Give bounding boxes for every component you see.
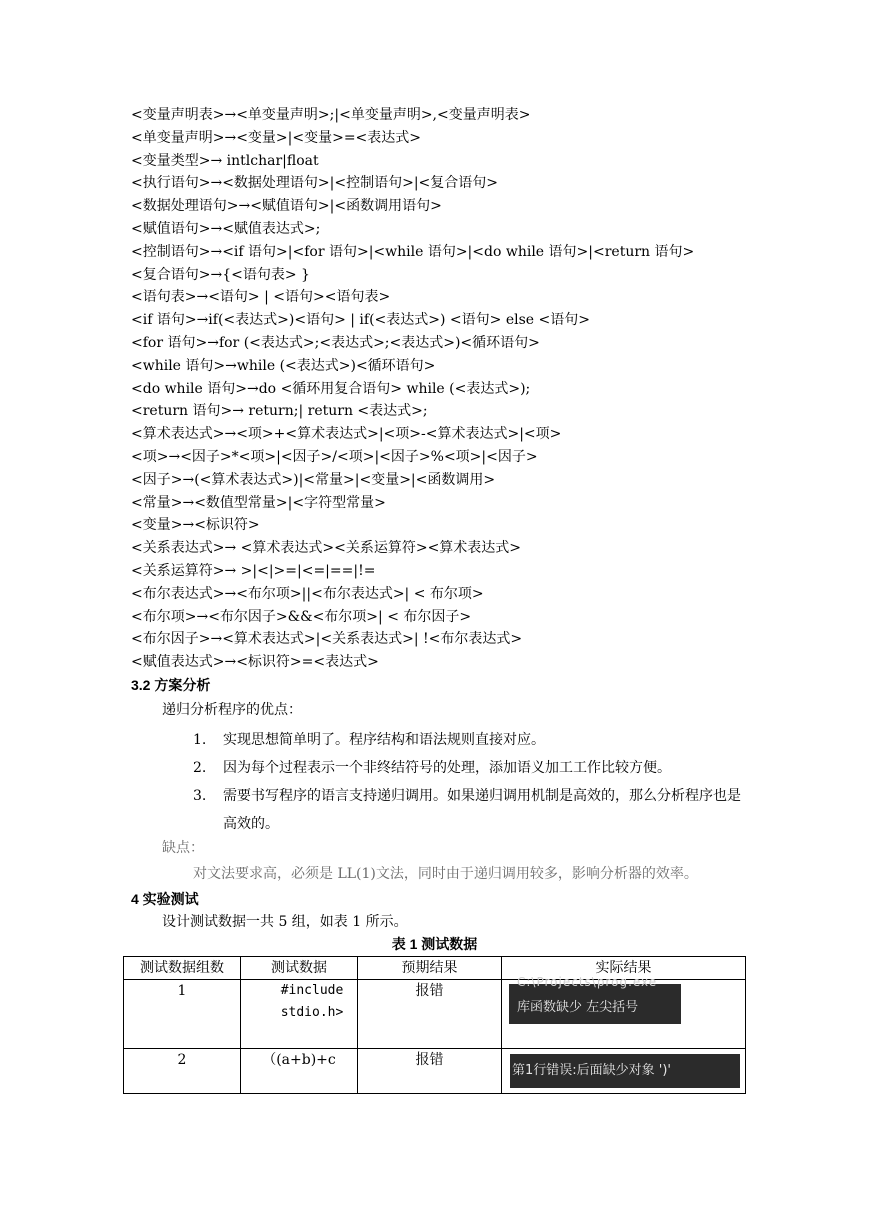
grammar-rule: <因子>→(<算术表达式>)|<常量>|<变量>|<函数调用>	[131, 471, 496, 488]
grammar-rule: <常量>→<数值型常量>|<字符型常量>	[131, 494, 386, 511]
grammar-rule: <关系运算符>→ >|<|>=|<=|==|!=	[131, 562, 376, 579]
grammar-rule: <变量类型>→ intlchar|float	[131, 152, 319, 169]
grammar-rule: <布尔项>→<布尔因子>&&<布尔项>| < 布尔因子>	[131, 608, 472, 625]
actual-cell	[502, 1049, 746, 1094]
grammar-rule: <赋值语句>→<赋值表达式>;	[131, 220, 321, 237]
grammar-rule: <布尔因子>→<算术表达式>|<关系表达式>| !<布尔表达式>	[131, 631, 523, 648]
grammar-rule: <for 语句>→for (<表达式>;<表达式>;<表达式>)<循环语句>	[131, 334, 540, 351]
grammar-rule: <单变量声明>→<变量>|<变量>=<表达式>	[131, 129, 422, 146]
column-header: 测试数据	[241, 957, 358, 980]
console-message: 库函数缺少 左尖括号	[517, 1000, 639, 1015]
expected-cell: 报错	[358, 1049, 502, 1094]
grammar-rule: <数据处理语句>→<赋值语句>|<函数调用语句>	[131, 198, 442, 215]
list-number: 3.	[193, 788, 207, 804]
grammar-rule: <复合语句>→{<语句表> }	[131, 266, 310, 283]
list-item	[193, 726, 753, 754]
data-cell: #include stdio.h>	[241, 980, 358, 1049]
list-number: 1.	[193, 732, 207, 748]
column-header: 测试数据组数	[124, 957, 241, 980]
data-cell: （(a+b)+c	[241, 1049, 358, 1094]
grammar-rule: <项>→<因子>*<项>|<因子>/<项>|<因子>%<项>|<因子>	[131, 448, 538, 465]
list-text: 需要书写程序的语言支持递归调用。如果递归调用机制是高效的，那么分析程序也是高效的。	[223, 788, 741, 832]
console-partial-line: C:\Projects\prog.exe	[517, 975, 658, 989]
console-message: 第1行错误:后面缺少对象 ')'	[512, 1063, 672, 1078]
grammar-rule: <变量声明表>→<单变量声明>;|<单变量声明>,<变量声明表>	[131, 107, 531, 123]
grammar-rule: <算术表达式>→<项>+<算术表达式>|<项>-<算术表达式>|<项>	[131, 426, 562, 443]
expected-cell: 报错	[358, 980, 502, 1049]
advantages-list	[193, 726, 753, 838]
advantages-intro: 递归分析程序的优点：	[162, 702, 302, 718]
list-item	[193, 782, 753, 838]
list-text: 因为每个过程表示一个非终结符号的处理，添加语义加工工作比较方便。	[223, 760, 671, 776]
grammar-rule: <语句表>→<语句> | <语句><语句表>	[131, 289, 391, 306]
list-text: 实现思想简单明了。程序结构和语法规则直接对应。	[223, 732, 545, 748]
section-4-heading: 4 实验测试	[131, 891, 199, 907]
table-caption: 表 1 测试数据	[391, 936, 478, 952]
disadvantages-label: 缺点：	[162, 840, 204, 856]
grammar-rule: <关系表达式>→ <算术表达式><关系运算符><算术表达式>	[131, 540, 522, 557]
group-cell: 2	[124, 1049, 241, 1094]
grammar-rule: <赋值表达式>→<标识符>=<表达式>	[131, 654, 379, 671]
actual-cell	[502, 975, 746, 1049]
grammar-rule: <布尔表达式>→<布尔项>||<布尔表达式>| < 布尔项>	[131, 585, 484, 602]
table-row	[124, 1049, 746, 1094]
grammar-rule: <控制语句>→<if 语句>|<for 语句>|<while 语句>|<do while 语句>|<return 语句>	[131, 243, 695, 260]
grammar-rule: <do while 语句>→do <循环用复合语句> while (<表达式>);	[131, 380, 531, 397]
console-screenshot	[510, 1054, 740, 1088]
grammar-rule: <return 语句>→ return;| return <表达式>;	[131, 403, 428, 420]
list-item	[193, 754, 753, 782]
test-data-table	[123, 956, 746, 1094]
disadvantages-text: 对文法要求高，必须是 LL(1)文法，同时由于递归调用较多，影响分析器的效率。	[193, 866, 698, 882]
console-screenshot	[509, 975, 681, 1024]
grammar-rule: <执行语句>→<数据处理语句>|<控制语句>|<复合语句>	[131, 175, 499, 192]
table-row	[124, 980, 746, 1049]
list-number: 2.	[193, 760, 207, 776]
grammar-rule: <if 语句>→if(<表达式>)<语句> | if(<表达式>) <语句> else <语句>	[131, 312, 590, 329]
column-header: 预期结果	[358, 957, 502, 980]
grammar-rules	[131, 104, 771, 674]
section-4-intro: 设计测试数据一共 5 组，如表 1 所示。	[162, 914, 408, 930]
column-header: 实际结果	[502, 957, 746, 980]
group-cell: 1	[124, 980, 241, 1049]
grammar-rule: <变量>→<标识符>	[131, 517, 260, 534]
section-3-2-heading: 3.2 方案分析	[131, 677, 211, 693]
grammar-rule: <while 语句>→while (<表达式>)<循环语句>	[131, 357, 436, 374]
